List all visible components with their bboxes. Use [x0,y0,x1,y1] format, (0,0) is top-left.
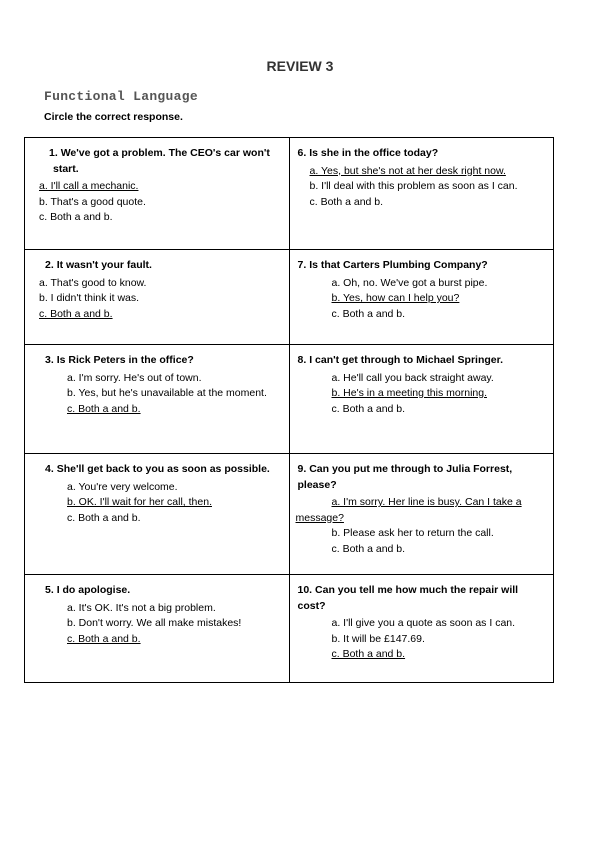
selected-answer[interactable]: b. OK. I'll wait for her call, then. [67,496,212,508]
question-cell-6 [289,138,554,250]
question-number: 7. [297,259,307,271]
answer-option[interactable]: c. Both a and b. [39,307,113,320]
question-cell-9 [289,454,554,575]
answer-option[interactable]: b. I didn't think it was. [39,292,140,304]
section-heading: Functional Language [44,89,198,104]
answer-option[interactable]: a. Yes, but she's not at her desk right now. [309,164,506,177]
question-prompt [31,146,283,177]
question-number: 1. [49,147,58,159]
question-text: Is she in the office today? [309,147,439,159]
question-number: 5. [45,584,54,596]
question-text: It wasn't your fault. [56,259,152,271]
question-text: We've got a problem. The CEO's car won't start. [53,147,270,175]
question-cell-4 [25,454,290,575]
answer-option[interactable]: c. Both a and b. [67,511,141,524]
question-prompt [31,462,283,478]
question-text: I can't get through to Michael Springer. [309,354,504,366]
selected-answer[interactable]: b. He's in a meeting this morning. [331,387,487,399]
answer-option[interactable]: c. Both a and b. [39,211,113,223]
answer-option[interactable]: c. Both a and b. [331,307,406,320]
question-prompt [296,583,548,614]
selected-answer[interactable]: c. Both a and b. [67,632,141,645]
answer-option[interactable]: a. He'll call you back straight away. [331,371,494,384]
answer-option[interactable]: c. Both a and b. [331,402,406,415]
question-text: She'll get back to you as soon as possible. [56,463,270,475]
answer-option[interactable]: b. Yes, but he's unavailable at the moment. [67,387,267,399]
question-cell-3 [25,345,290,454]
question-prompt [31,353,283,369]
question-cell-7 [289,250,554,345]
answer-option[interactable]: b. Don't worry. We all make mistakes! [67,617,242,629]
question-text: Can you tell me how much the repair will cost? [297,584,519,612]
question-text: Is that Carters Plumbing Company? [309,259,488,271]
question-text: Can you put me through to Julia Forrest, please? [297,463,513,491]
answer-option[interactable]: a. It's OK. It's not a big problem. [67,601,216,614]
answer-option[interactable]: c. Both a and b. [309,195,384,208]
answer-option[interactable]: a. You're very welcome. [67,480,178,493]
instruction-text: Circle the correct response. [44,111,183,123]
question-cell-10 [289,575,554,683]
question-number: 6. [297,147,307,159]
selected-answer[interactable]: c. Both a and b. [331,648,406,660]
question-number: 8. [297,354,307,366]
answer-option[interactable]: a. I'll give you a quote as soon as I can. [331,617,516,629]
answer-option[interactable] [31,495,283,511]
question-prompt [296,258,548,274]
answer-option[interactable]: b. I'll deal with this problem as soon as I can. [309,180,518,192]
answer-option[interactable]: b. Please ask her to return the call. [331,527,494,539]
answer-option[interactable]: a. Oh, no. We've got a burst pipe. [331,276,488,289]
question-text: I do apologise. [56,584,131,596]
answer-option[interactable] [31,632,283,648]
answer-option[interactable]: a. I'll call a mechanic. [39,180,139,192]
question-prompt [296,146,548,162]
question-number: 2. [45,259,54,271]
questions-table [24,137,554,683]
question-cell-5 [25,575,290,683]
question-number: 3. [45,354,54,366]
answer-option[interactable]: b. It will be £147.69. [331,632,425,645]
question-cell-8 [289,345,554,454]
question-cell-1 [25,138,290,250]
answer-option[interactable] [296,647,548,663]
answer-option[interactable]: a. That's good to know. [39,276,147,289]
question-prompt [31,583,283,599]
question-number: 4. [45,463,54,475]
answer-option[interactable] [31,402,283,418]
answer-option[interactable]: b. Yes, how can I help you? [331,292,460,304]
question-prompt [296,462,548,493]
answer-option[interactable]: c. Both a and b. [331,542,406,555]
question-number: 10. [297,584,313,596]
page-title: REVIEW 3 [266,58,334,74]
answer-option[interactable]: b. That's a good quote. [39,195,146,208]
answer-option[interactable]: a. I'm sorry. He's out of town. [67,371,202,384]
question-cell-2 [25,250,290,345]
answer-option[interactable]: a. I'm sorry. Her line is busy. Can I take a message? [295,496,522,524]
answer-option[interactable] [296,386,548,402]
question-prompt [296,353,548,369]
question-prompt [31,258,283,274]
question-text: Is Rick Peters in the office? [56,354,194,366]
selected-answer[interactable]: c. Both a and b. [67,402,141,415]
question-number: 9. [297,463,307,475]
